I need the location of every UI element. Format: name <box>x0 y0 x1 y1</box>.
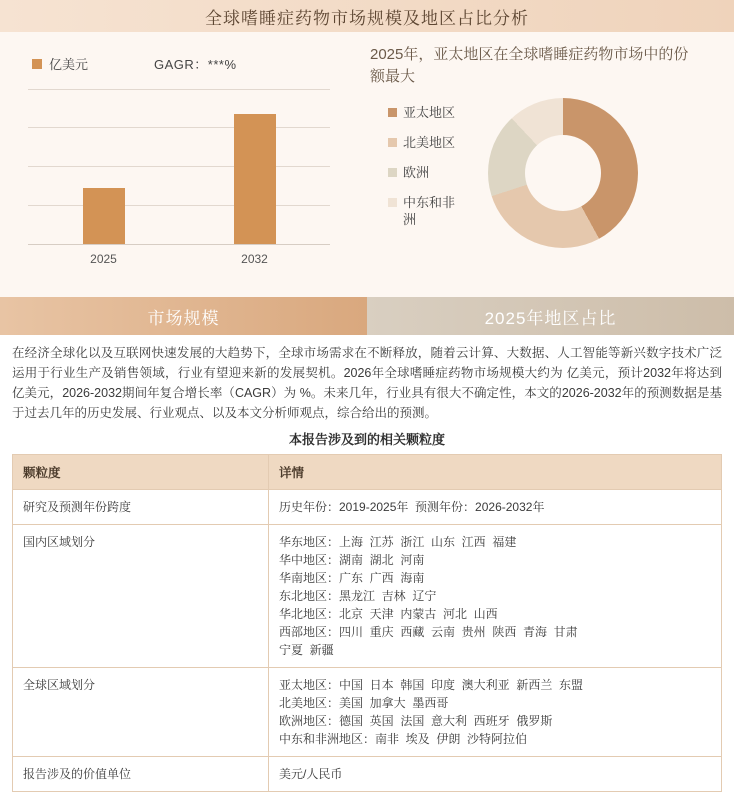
donut-legend <box>366 98 476 248</box>
detail-line: 美元/人民币 <box>279 767 343 781</box>
detail-line: 华南地区：广东 广西 海南 <box>279 571 425 585</box>
page-header <box>0 0 734 32</box>
bar-x-axis <box>28 252 330 266</box>
cell-granularity: 国内区域划分 <box>13 525 269 668</box>
cell-detail <box>269 668 722 757</box>
cell-granularity: 报告涉及的价值单位 <box>13 757 269 792</box>
table-header-detail: 详情 <box>269 455 722 490</box>
detail-line: 华东地区：上海 江苏 浙江 山东 江西 福建 <box>279 535 517 549</box>
section-tabs <box>0 297 734 335</box>
detail-line: 华北地区：北京 天津 内蒙古 河北 山西 <box>279 607 498 621</box>
cell-detail <box>269 525 722 668</box>
donut-hole <box>525 135 601 211</box>
legend-swatch-icon <box>388 138 397 147</box>
detail-line: 亚太地区：中国 日本 韩国 印度 澳大利亚 新西兰 东盟 <box>279 678 584 692</box>
cell-detail <box>269 490 722 525</box>
donut-chart <box>488 98 638 248</box>
donut-chart-panel <box>358 32 734 297</box>
table-body <box>13 490 722 792</box>
detail-line: 东北地区：黑龙江 吉林 辽宁 <box>279 589 437 603</box>
legend-item <box>388 104 476 121</box>
cagr-annotation: GAGR：***% <box>154 57 237 72</box>
table-row <box>13 490 722 525</box>
granularity-subtitle: 本报告涉及到的相关颗粒度 <box>288 432 445 447</box>
tab-label-1: 2025年地区占比 <box>484 308 617 328</box>
legend-item <box>388 134 476 151</box>
x-label-1: 2032 <box>241 252 268 266</box>
detail-line: 中东和非洲地区：南非 埃及 伊朗 沙特阿拉伯 <box>279 732 528 746</box>
tab-region-share[interactable] <box>367 297 734 335</box>
legend-label-2: 欧洲 <box>403 165 430 180</box>
legend-item <box>388 194 476 228</box>
table-header-row <box>13 455 722 490</box>
legend-swatch-icon <box>388 198 397 207</box>
table-row <box>13 668 722 757</box>
granularity-table <box>12 454 722 792</box>
bar-legend-label: 亿美元 <box>49 57 89 72</box>
legend-label-0: 亚太地区 <box>403 105 456 120</box>
detail-line: 欧洲地区：德国 英国 法国 意大利 西班牙 俄罗斯 <box>279 714 553 728</box>
tab-label-0: 市场规模 <box>147 308 220 328</box>
body-paragraph: 在经济全球化以及互联网快速发展的大趋势下，全球市场需求在不断释放，随着云计算、大数据、人工智能等新兴数字技术广泛运用于行业生产及销售领域，行业有望迎来新的发展契机。2026年全球嗜睡症药物市场规模大约为 亿美元，预计2032年将达到 亿美元，2026-2032期间年复合增长率（CAGR）为 %。未来几年，行业具有很大不确定性，本文的2026-2032年的预测数据是基于过去几年的历史发展、行业观点、以及本文分析师观点，综合给出的预测。 <box>12 346 722 420</box>
legend-swatch-icon <box>388 168 397 177</box>
cell-detail <box>269 757 722 792</box>
donut-area <box>366 98 724 248</box>
cell-granularity: 研究及预测年份跨度 <box>13 490 269 525</box>
x-label-0: 2025 <box>90 252 117 266</box>
detail-line: 西部地区：四川 重庆 西藏 云南 贵州 陕西 青海 甘肃 <box>279 625 578 639</box>
bar-2032 <box>234 114 276 244</box>
charts-section <box>0 32 734 297</box>
cell-granularity: 全球区域划分 <box>13 668 269 757</box>
detail-line: 宁夏 新疆 <box>279 643 334 657</box>
bar-series <box>28 89 330 244</box>
detail-line: 华中地区：湖南 湖北 河南 <box>279 553 425 567</box>
detail-line: 北美地区：美国 加拿大 墨西哥 <box>279 696 449 710</box>
table-header-granularity: 颗粒度 <box>13 455 269 490</box>
legend-swatch-icon <box>388 108 397 117</box>
bar-chart <box>28 89 330 245</box>
table-row <box>13 757 722 792</box>
bar-chart-panel <box>0 32 358 297</box>
legend-item <box>388 164 476 181</box>
donut-chart-title: 2025年，亚太地区在全球嗜睡症药物市场中的份额最大 <box>370 46 689 85</box>
legend-swatch-icon <box>32 59 42 69</box>
table-row <box>13 525 722 668</box>
bar-2025 <box>83 188 125 244</box>
bar-chart-legend <box>14 54 344 73</box>
tab-market-size[interactable] <box>0 297 367 335</box>
legend-label-1: 北美地区 <box>403 135 456 150</box>
legend-label-3: 中东和非洲 <box>403 195 456 227</box>
detail-line: 历史年份：2019-2025年 预测年份：2026-2032年 <box>279 500 545 514</box>
page-title: 全球嗜睡症药物市场规模及地区占比分析 <box>205 8 529 28</box>
